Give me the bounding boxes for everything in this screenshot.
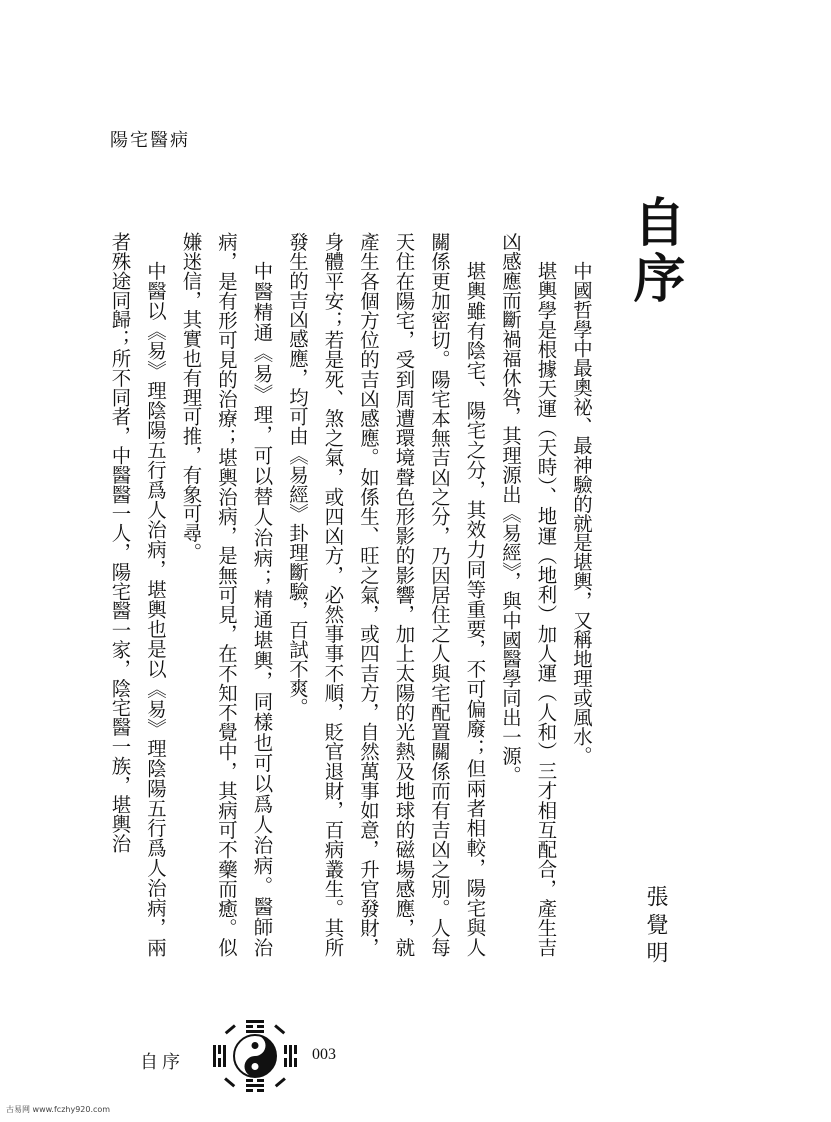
paragraph: 堪輿學是根據天運（天時）、地運（地利）加人運（人和）三才相互配合，產生吉凶感應而斷禍福休咎，其理源出《易經》，與中國醫學同出一源。 [499, 232, 558, 957]
yin-yang-bagua-icon [210, 1018, 300, 1094]
page-number: 003 [312, 1046, 336, 1063]
paragraph: 中國哲學中最奧祕、最神驗的就是堪輿，又稱地理或風水。 [570, 261, 593, 766]
page-title: 自序 [624, 195, 685, 307]
watermark-text: 古易网 www.fczhy920.com [6, 1105, 111, 1114]
footer-section-label: 自序 [140, 1052, 184, 1073]
paragraph: 中醫精通《易》理，可以替人治病；精通堪輿，同樣也可以爲人治病。醫師治病，是有形可見的治療；堪輿治病，是無可見，在不知不覺中，其病可不藥而癒。似嫌迷信，其實也有理可推，有象可尋。 [179, 232, 274, 957]
paragraph: 中醫以《易》理陰陽五行爲人治病，堪輿也是以《易》理陰陽五行爲人治病，兩者殊途同歸；所不同者，中醫醫一人，陽宅醫一家，陰宅醫一族，堪輿治 [108, 232, 167, 957]
running-head: 陽宅醫病 [110, 130, 190, 151]
author-name: 張覺明 [643, 885, 668, 969]
body-text [102, 232, 599, 957]
paragraph: 堪輿雖有陰宅、陽宅之分，其效力同等重要，不可偏廢；但兩者相較，陽宅與人關係更加密切。陽宅本無吉凶之分，乃因居住之人與宅配置關係而有吉凶之別。人每天住在陽宅，受到周遭環境聲色形影的影響，加上太陽的光熱及地球的磁場感應，就產生各個方位的吉凶感應。如係生、旺之氣，或四吉方，自然萬事如意，升官發財，身體平安；若是死、煞之氣，或四凶方，必然事事不順，貶官退財，百病叢生。其所發生的吉凶感應，均可由《易經》卦理斷驗，百試不爽。 [286, 232, 487, 957]
